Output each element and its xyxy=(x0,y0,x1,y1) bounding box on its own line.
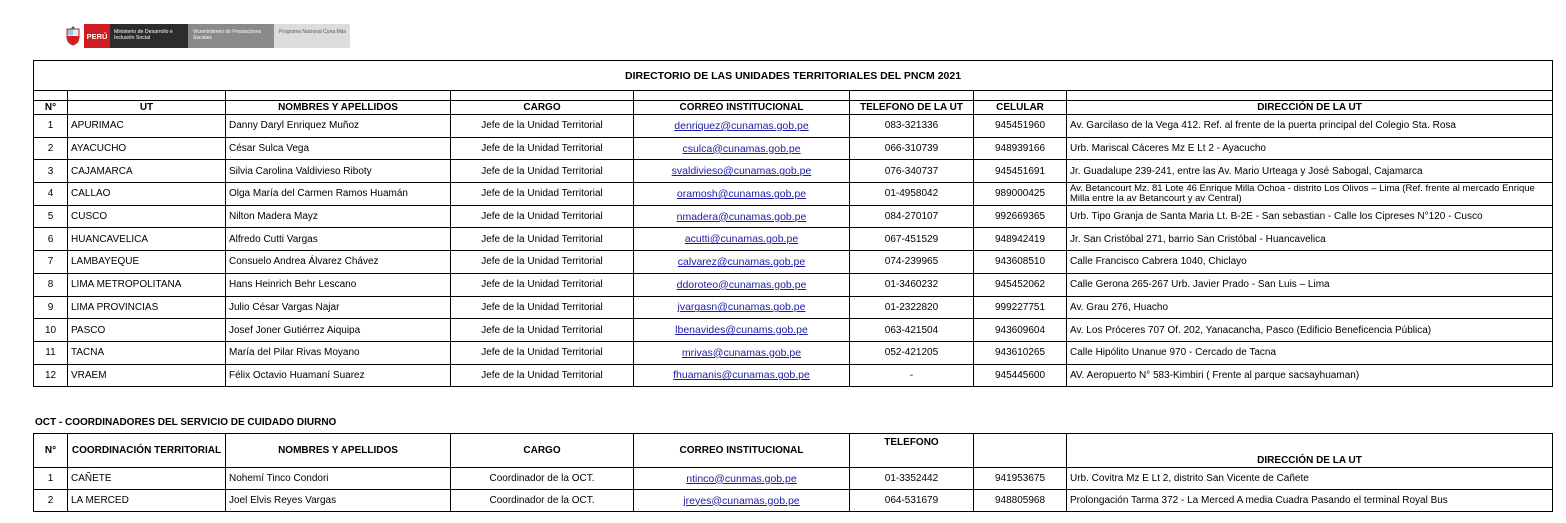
table-row xyxy=(34,296,1553,319)
phone-cell: 052-421205 xyxy=(850,341,974,364)
ut-cell: CAJAMARCA xyxy=(68,160,226,183)
table-row xyxy=(34,341,1553,364)
header-address: DIRECCIÓN DE LA UT xyxy=(1067,101,1553,115)
table-row xyxy=(34,490,1553,512)
table-row xyxy=(34,364,1553,387)
name-cell: César Sulca Vega xyxy=(226,137,451,160)
cell-phone-cell: 943609604 xyxy=(974,319,1067,342)
phone-cell: 01-3352442 xyxy=(850,468,974,490)
name-cell: Consuelo Andrea Álvarez Chávez xyxy=(226,251,451,274)
cell-phone-cell: 943610265 xyxy=(974,341,1067,364)
table-title: DIRECTORIO DE LAS UNIDADES TERRITORIALES DEL PNCM 2021 xyxy=(34,61,1553,91)
row-number: 1 xyxy=(34,468,68,490)
row-number: 7 xyxy=(34,251,68,274)
row-number: 6 xyxy=(34,228,68,251)
header-name: NOMBRES Y APELLIDOS xyxy=(226,434,451,468)
header-empty xyxy=(974,434,1067,468)
table-row xyxy=(34,205,1553,228)
name-cell: Joel Elvis Reyes Vargas xyxy=(226,490,451,512)
cargo-cell: Jefe de la Unidad Territorial xyxy=(451,273,634,296)
ministry-label: Ministerio de Desarrollo e Inclusión Social xyxy=(110,24,188,48)
email-link[interactable]: mrivas@cunamas.gob.pe xyxy=(634,341,850,364)
email-link[interactable]: nmadera@cunamas.gob.pe xyxy=(634,205,850,228)
phone-cell: 083-321336 xyxy=(850,115,974,138)
header-phone: TELEFONO xyxy=(850,434,974,468)
coat-of-arms-icon xyxy=(62,24,84,48)
phone-cell: 074-239965 xyxy=(850,251,974,274)
table-header xyxy=(34,101,1553,115)
address-cell: Calle Gerona 265-267 Urb. Javier Prado - San Luis – Lima xyxy=(1067,273,1553,296)
header-phone: TELEFONO DE LA UT xyxy=(850,101,974,115)
cargo-cell: Jefe de la Unidad Territorial xyxy=(451,137,634,160)
row-number: 3 xyxy=(34,160,68,183)
header-email: CORREO INSTITUCIONAL xyxy=(634,434,850,468)
cell-phone-cell: 941953675 xyxy=(974,468,1067,490)
cell-phone-cell: 945451691 xyxy=(974,160,1067,183)
phone-cell: 01-2322820 xyxy=(850,296,974,319)
header-address: DIRECCIÓN DE LA UT xyxy=(1067,434,1553,468)
ut-cell: CUSCO xyxy=(68,205,226,228)
ministry-logo xyxy=(62,24,350,48)
phone-cell: 01-3460232 xyxy=(850,273,974,296)
cell-phone-cell: 945445600 xyxy=(974,364,1067,387)
row-number: 4 xyxy=(34,183,68,206)
table-row xyxy=(34,468,1553,490)
ut-cell: AYACUCHO xyxy=(68,137,226,160)
cell-phone-cell: 945451960 xyxy=(974,115,1067,138)
cell-phone-cell: 943608510 xyxy=(974,251,1067,274)
ut-cell: PASCO xyxy=(68,319,226,342)
table-row xyxy=(34,160,1553,183)
email-link[interactable]: csulca@cunamas.gob.pe xyxy=(634,137,850,160)
address-cell: Calle Francisco Cabrera 1040, Chiclayo xyxy=(1067,251,1553,274)
address-cell: Urb. Covitra Mz E Lt 2, distrito San Vicente de Cañete xyxy=(1067,468,1553,490)
row-number: 10 xyxy=(34,319,68,342)
table-header xyxy=(34,434,1553,468)
name-cell: Félix Octavio Huamaní Suarez xyxy=(226,364,451,387)
table-row xyxy=(34,251,1553,274)
cell-phone-cell: 948939166 xyxy=(974,137,1067,160)
header-cell: CELULAR xyxy=(974,101,1067,115)
ut-directory-table xyxy=(33,60,1553,387)
address-cell: Av. Betancourt Mz. 81 Lote 46 Enrique Milla Ochoa - distrito Los Olivos – Lima (Ref. frente al mercado Enrique Milla entre la av Betancourt y av Central) xyxy=(1067,183,1553,206)
ut-cell: CALLAO xyxy=(68,183,226,206)
email-link[interactable]: denriquez@cunamas.gob.pe xyxy=(634,115,850,138)
address-cell: Jr. San Cristóbal 271, barrio San Cristóbal - Huancavelica xyxy=(1067,228,1553,251)
name-cell: Olga María del Carmen Ramos Huamán xyxy=(226,183,451,206)
row-number: 1 xyxy=(34,115,68,138)
cargo-cell: Jefe de la Unidad Territorial xyxy=(451,341,634,364)
row-number: 12 xyxy=(34,364,68,387)
address-cell: Av. Garcilaso de la Vega 412. Ref. al frente de la puerta principal del Colegio Sta. Rosa xyxy=(1067,115,1553,138)
name-cell: Josef Joner Gutiérrez Aiquipa xyxy=(226,319,451,342)
cargo-cell: Jefe de la Unidad Territorial xyxy=(451,319,634,342)
program-label: Programa Nacional Cuna Más xyxy=(274,24,350,48)
email-link[interactable]: acutti@cunamas.gob.pe xyxy=(634,228,850,251)
oct-directory-table xyxy=(33,433,1553,512)
email-link[interactable]: calvarez@cunamas.gob.pe xyxy=(634,251,850,274)
name-cell: Julio César Vargas Najar xyxy=(226,296,451,319)
ut-cell: HUANCAVELICA xyxy=(68,228,226,251)
cell-phone-cell: 948805968 xyxy=(974,490,1067,512)
cargo-cell: Jefe de la Unidad Territorial xyxy=(451,205,634,228)
header-number: N° xyxy=(34,101,68,115)
email-link[interactable]: jreyes@cunamas.gob.pe xyxy=(634,490,850,512)
header-cargo: CARGO xyxy=(451,101,634,115)
phone-cell: 084-270107 xyxy=(850,205,974,228)
ut-cell: CAÑETE xyxy=(68,468,226,490)
cargo-cell: Coordinador de la OCT. xyxy=(451,490,634,512)
email-link[interactable]: ntinco@cunmas.gob.pe xyxy=(634,468,850,490)
email-link[interactable]: fhuamanis@cunamas.gob.pe xyxy=(634,364,850,387)
header-email: CORREO INSTITUCIONAL xyxy=(634,101,850,115)
ut-cell: LIMA METROPOLITANA xyxy=(68,273,226,296)
phone-cell: - xyxy=(850,364,974,387)
address-cell: Urb. Tipo Granja de Santa Maria Lt. B-2E - San sebastian - Calle los Cipreses N°120 - Cusco xyxy=(1067,205,1553,228)
table-row xyxy=(34,183,1553,206)
name-cell: Silvia Carolina Valdivieso Riboty xyxy=(226,160,451,183)
name-cell: Danny Daryl Enriquez Muñoz xyxy=(226,115,451,138)
header-name: NOMBRES Y APELLIDOS xyxy=(226,101,451,115)
table-row xyxy=(34,228,1553,251)
phone-cell: 063-421504 xyxy=(850,319,974,342)
table-row xyxy=(34,115,1553,138)
peru-label: PERÚ xyxy=(84,24,110,48)
phone-cell: 076-340737 xyxy=(850,160,974,183)
table-row xyxy=(34,137,1553,160)
email-link[interactable]: lbenavides@cunams.gob.pe xyxy=(634,319,850,342)
cargo-cell: Jefe de la Unidad Territorial xyxy=(451,296,634,319)
cargo-cell: Jefe de la Unidad Territorial xyxy=(451,183,634,206)
address-cell: Calle Hipólito Unanue 970 - Cercado de Tacna xyxy=(1067,341,1553,364)
name-cell: Hans Heinrich Behr Lescano xyxy=(226,273,451,296)
ut-cell: TACNA xyxy=(68,341,226,364)
name-cell: María del Pilar Rivas Moyano xyxy=(226,341,451,364)
cell-phone-cell: 948942419 xyxy=(974,228,1067,251)
ut-cell: APURIMAC xyxy=(68,115,226,138)
cargo-cell: Jefe de la Unidad Territorial xyxy=(451,251,634,274)
viceministry-label: Viceministerio de Prestaciones Sociales xyxy=(188,24,274,48)
address-cell: Av. Los Próceres 707 Of. 202, Yanacancha, Pasco (Edificio Beneficencia Pública) xyxy=(1067,319,1553,342)
phone-cell: 067-451529 xyxy=(850,228,974,251)
cargo-cell: Jefe de la Unidad Territorial xyxy=(451,364,634,387)
header-cargo: CARGO xyxy=(451,434,634,468)
address-cell: AV. Aeropuerto N° 583-Kimbiri ( Frente al parque sacsayhuaman) xyxy=(1067,364,1553,387)
row-number: 9 xyxy=(34,296,68,319)
email-link[interactable]: ddoroteo@cunamas.gob.pe xyxy=(634,273,850,296)
oct-section-title: OCT - COORDINADORES DEL SERVICIO DE CUIDADO DIURNO xyxy=(35,417,337,428)
phone-cell: 064-531679 xyxy=(850,490,974,512)
ut-cell: LA MERCED xyxy=(68,490,226,512)
cargo-cell: Jefe de la Unidad Territorial xyxy=(451,228,634,251)
header-coordination: COORDINACIÓN TERRITORIAL xyxy=(68,434,226,468)
table-row xyxy=(34,273,1553,296)
address-cell: Jr. Guadalupe 239-241, entre las Av. Mario Urteaga y José Sabogal, Cajamarca xyxy=(1067,160,1553,183)
address-cell: Prolongación Tarma 372 - La Merced A media Cuadra Pasando el terminal Royal Bus xyxy=(1067,490,1553,512)
cargo-cell: Jefe de la Unidad Territorial xyxy=(451,115,634,138)
ut-cell: LAMBAYEQUE xyxy=(68,251,226,274)
phone-cell: 01-4958042 xyxy=(850,183,974,206)
header-number: N° xyxy=(34,434,68,468)
cell-phone-cell: 945452062 xyxy=(974,273,1067,296)
cell-phone-cell: 992669365 xyxy=(974,205,1067,228)
address-cell: Av. Grau 276, Huacho xyxy=(1067,296,1553,319)
row-number: 11 xyxy=(34,341,68,364)
cargo-cell: Coordinador de la OCT. xyxy=(451,468,634,490)
ut-cell: LIMA PROVINCIAS xyxy=(68,296,226,319)
cell-phone-cell: 989000425 xyxy=(974,183,1067,206)
name-cell: Nilton Madera Mayz xyxy=(226,205,451,228)
cell-phone-cell: 999227751 xyxy=(974,296,1067,319)
email-link[interactable]: svaldivieso@cunamas.gob.pe xyxy=(634,160,850,183)
name-cell: Alfredo Cutti Vargas xyxy=(226,228,451,251)
name-cell: Nohemí Tinco Condori xyxy=(226,468,451,490)
table-row xyxy=(34,319,1553,342)
email-link[interactable]: jvargasn@cunamas.gob.pe xyxy=(634,296,850,319)
row-number: 2 xyxy=(34,137,68,160)
ut-cell: VRAEM xyxy=(68,364,226,387)
address-cell: Urb. Mariscal Cáceres Mz E Lt 2 - Ayacucho xyxy=(1067,137,1553,160)
row-number: 2 xyxy=(34,490,68,512)
header-ut: UT xyxy=(68,101,226,115)
row-number: 5 xyxy=(34,205,68,228)
cargo-cell: Jefe de la Unidad Territorial xyxy=(451,160,634,183)
email-link[interactable]: oramosh@cunamas.gob.pe xyxy=(634,183,850,206)
row-number: 8 xyxy=(34,273,68,296)
phone-cell: 066-310739 xyxy=(850,137,974,160)
